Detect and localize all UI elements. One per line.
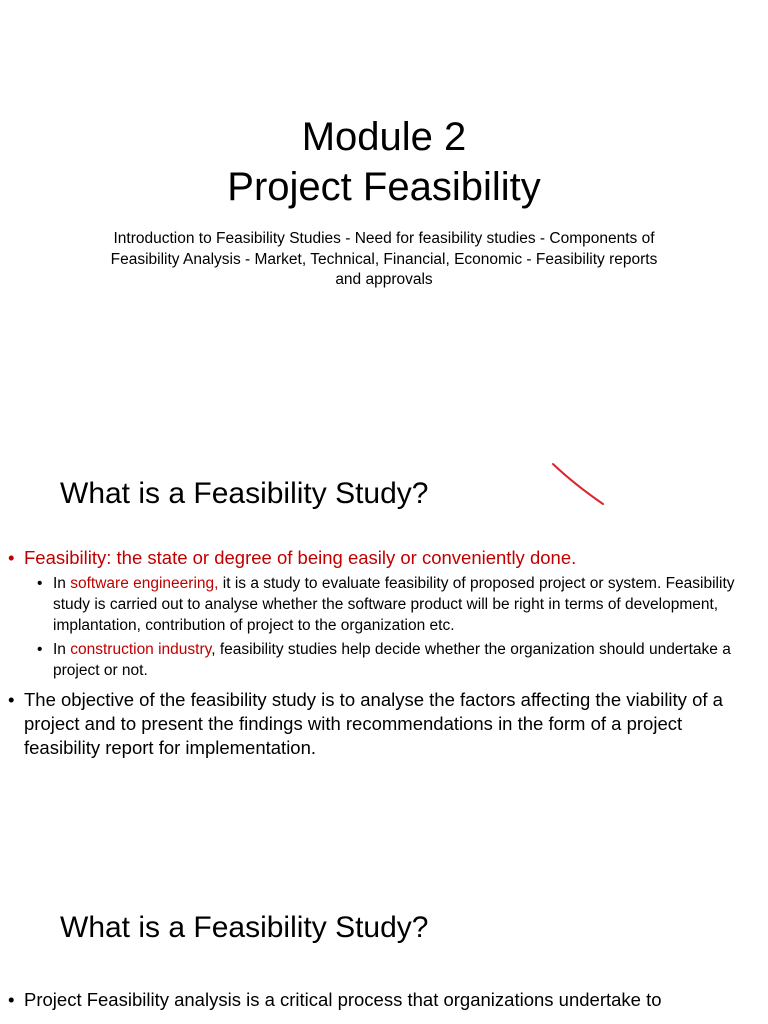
feasibility-definition-slide (0, 432, 768, 852)
highlight-software-engineering: software engineering, (70, 575, 219, 592)
software-engineering-bullet (37, 573, 737, 636)
sub-bullet-list (37, 573, 737, 684)
module-subtitle: Introduction to Feasibility Studies - Need for feasibility studies - Components of Feasibility Analysis - Market, Technical, Financial, Economic - Feasibility reports and approvals (110, 230, 658, 288)
bullet-prefix: In (53, 641, 71, 658)
construction-industry-bullet (37, 639, 737, 681)
bullet-prefix: In (53, 575, 71, 592)
slide-heading: What is a Feasibility Study? (60, 477, 429, 510)
highlight-construction-industry: construction industry (70, 641, 212, 658)
bullet-text: it is a study to evaluate feasibility of proposed project or system. Feasibility study is carried out to analyse whether the software product will be right in terms of development, implantation, contribution of project to the organization etc. (53, 575, 735, 634)
definition-list (8, 546, 748, 570)
analysis-list (8, 988, 748, 1012)
title-slide (0, 0, 768, 400)
objective-bullet: • The objective of the feasibility study is to analyse the factors affecting the viability of a project and to present the findings with recommendations in the form of a project feasibility report for implementation. (8, 688, 748, 760)
module-title-line1: Module 2 (301, 115, 467, 159)
module-title-line2: Project Feasibility (227, 165, 541, 209)
definition-bullet: • Feasibility: the state or degree of being easily or conveniently done. (8, 546, 748, 570)
objective-list (8, 688, 748, 760)
analysis-bullet: • Project Feasibility analysis is a critical process that organizations undertake to (8, 988, 748, 1012)
feasibility-analysis-slide (0, 880, 768, 1024)
slide-heading: What is a Feasibility Study? (60, 911, 429, 944)
bullet-text: , feasibility studies help decide whether the organization should undertake a project or not. (53, 641, 731, 679)
module-title (0, 112, 768, 212)
